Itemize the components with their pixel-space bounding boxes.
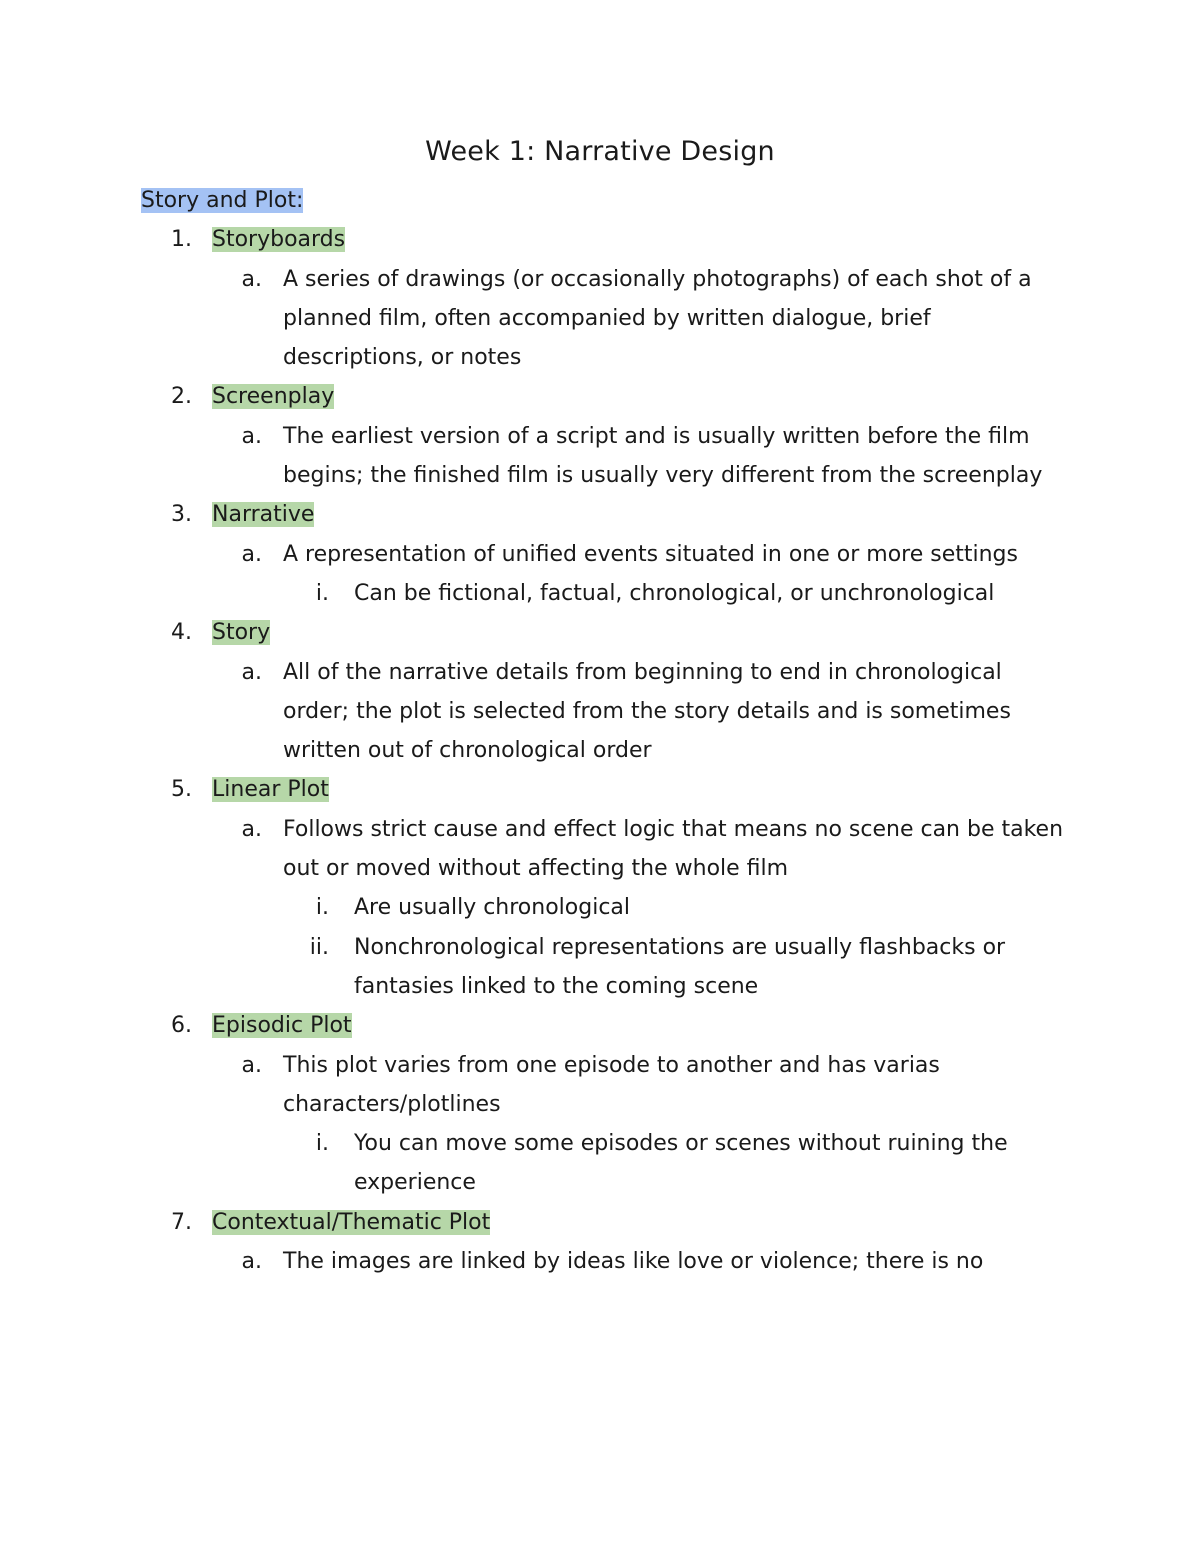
sub-list-item — [212, 260, 1071, 378]
page-title: Week 1: Narrative Design — [425, 136, 775, 167]
definition-text: The earliest version of a script and is usually written before the film begins; the finished film is usually very different from the screenplay — [283, 423, 1043, 489]
list-marker: 3. — [171, 502, 192, 528]
sub-list-item — [212, 810, 1071, 1006]
sub-sub-list-marker: i. — [315, 895, 329, 921]
sub-list — [212, 1242, 1071, 1281]
definition-text: This plot varies from one episode to another and has varias characters/plotlines — [283, 1052, 940, 1117]
document-body — [141, 181, 1071, 1281]
term-label: Screenplay — [212, 384, 335, 410]
sub-sub-list-item — [283, 574, 1071, 613]
sub-list-marker: a. — [241, 1052, 262, 1078]
sub-list-item — [212, 653, 1071, 771]
sub-sub-list — [283, 1124, 1071, 1203]
sub-list-item — [212, 417, 1071, 496]
sub-list-marker: a. — [241, 1249, 262, 1275]
list-item — [141, 495, 1071, 613]
note-text: Can be fictional, factual, chronological, or unchronological — [354, 580, 995, 606]
sub-sub-list-marker: i. — [315, 1131, 329, 1157]
term-label: Contextual/Thematic Plot — [212, 1209, 491, 1235]
sub-list — [212, 1046, 1071, 1203]
sub-list — [212, 810, 1071, 1006]
sub-list-marker: a. — [241, 423, 262, 449]
term-label: Story — [212, 620, 271, 646]
section-heading-text: Story and Plot: — [141, 188, 304, 213]
list-item — [141, 1006, 1071, 1202]
sub-list-item — [212, 1046, 1071, 1203]
sub-list-item — [212, 535, 1071, 614]
term-label: Narrative — [212, 502, 315, 528]
list-item — [141, 1203, 1071, 1282]
list-marker: 2. — [171, 384, 192, 410]
outline-list — [141, 220, 1071, 1281]
sub-sub-list-item — [283, 888, 1071, 927]
sub-sub-list-marker: i. — [315, 580, 329, 606]
list-marker: 4. — [171, 620, 192, 646]
sub-list — [212, 535, 1071, 614]
sub-sub-list-marker: ii. — [309, 934, 329, 960]
definition-text: Follows strict cause and effect logic that means no scene can be taken out or moved without affecting the whole film — [283, 816, 1064, 882]
list-marker: 7. — [171, 1209, 192, 1235]
sub-sub-list — [283, 574, 1071, 613]
sub-list-item — [212, 1242, 1071, 1281]
definition-text: All of the narrative details from beginning to end in chronological order; the plot is selected from the story details and is sometimes written out of chronological order — [283, 659, 1011, 764]
list-item — [141, 377, 1071, 495]
list-item — [141, 613, 1071, 770]
definition-text: The images are linked by ideas like love or violence; there is no — [283, 1249, 984, 1275]
sub-list-marker: a. — [241, 266, 262, 292]
definition-text: A series of drawings (or occasionally photographs) of each shot of a planned film, often accompanied by written dialogue, brief descriptions, or notes — [283, 266, 1032, 371]
sub-list-marker: a. — [241, 659, 262, 685]
sub-list — [212, 417, 1071, 496]
list-marker: 1. — [171, 227, 192, 253]
sub-sub-list-item — [283, 1124, 1071, 1203]
definition-text: A representation of unified events situated in one or more settings — [283, 541, 1018, 567]
list-marker: 5. — [171, 777, 192, 803]
list-item — [141, 220, 1071, 377]
sub-list-marker: a. — [241, 541, 262, 567]
sub-sub-list — [283, 888, 1071, 1006]
term-label: Episodic Plot — [212, 1013, 352, 1039]
note-text: Nonchronological representations are usually flashbacks or fantasies linked to the coming scene — [354, 934, 1006, 999]
note-text: You can move some episodes or scenes without ruining the experience — [354, 1131, 1008, 1196]
sub-list-marker: a. — [241, 816, 262, 842]
term-label: Linear Plot — [212, 777, 329, 803]
list-item — [141, 770, 1071, 1006]
note-text: Are usually chronological — [354, 895, 631, 921]
sub-list — [212, 260, 1071, 378]
list-marker: 6. — [171, 1013, 192, 1039]
sub-sub-list-item — [283, 928, 1071, 1007]
section-heading — [141, 181, 1071, 220]
term-label: Storyboards — [212, 227, 346, 253]
sub-list — [212, 653, 1071, 771]
